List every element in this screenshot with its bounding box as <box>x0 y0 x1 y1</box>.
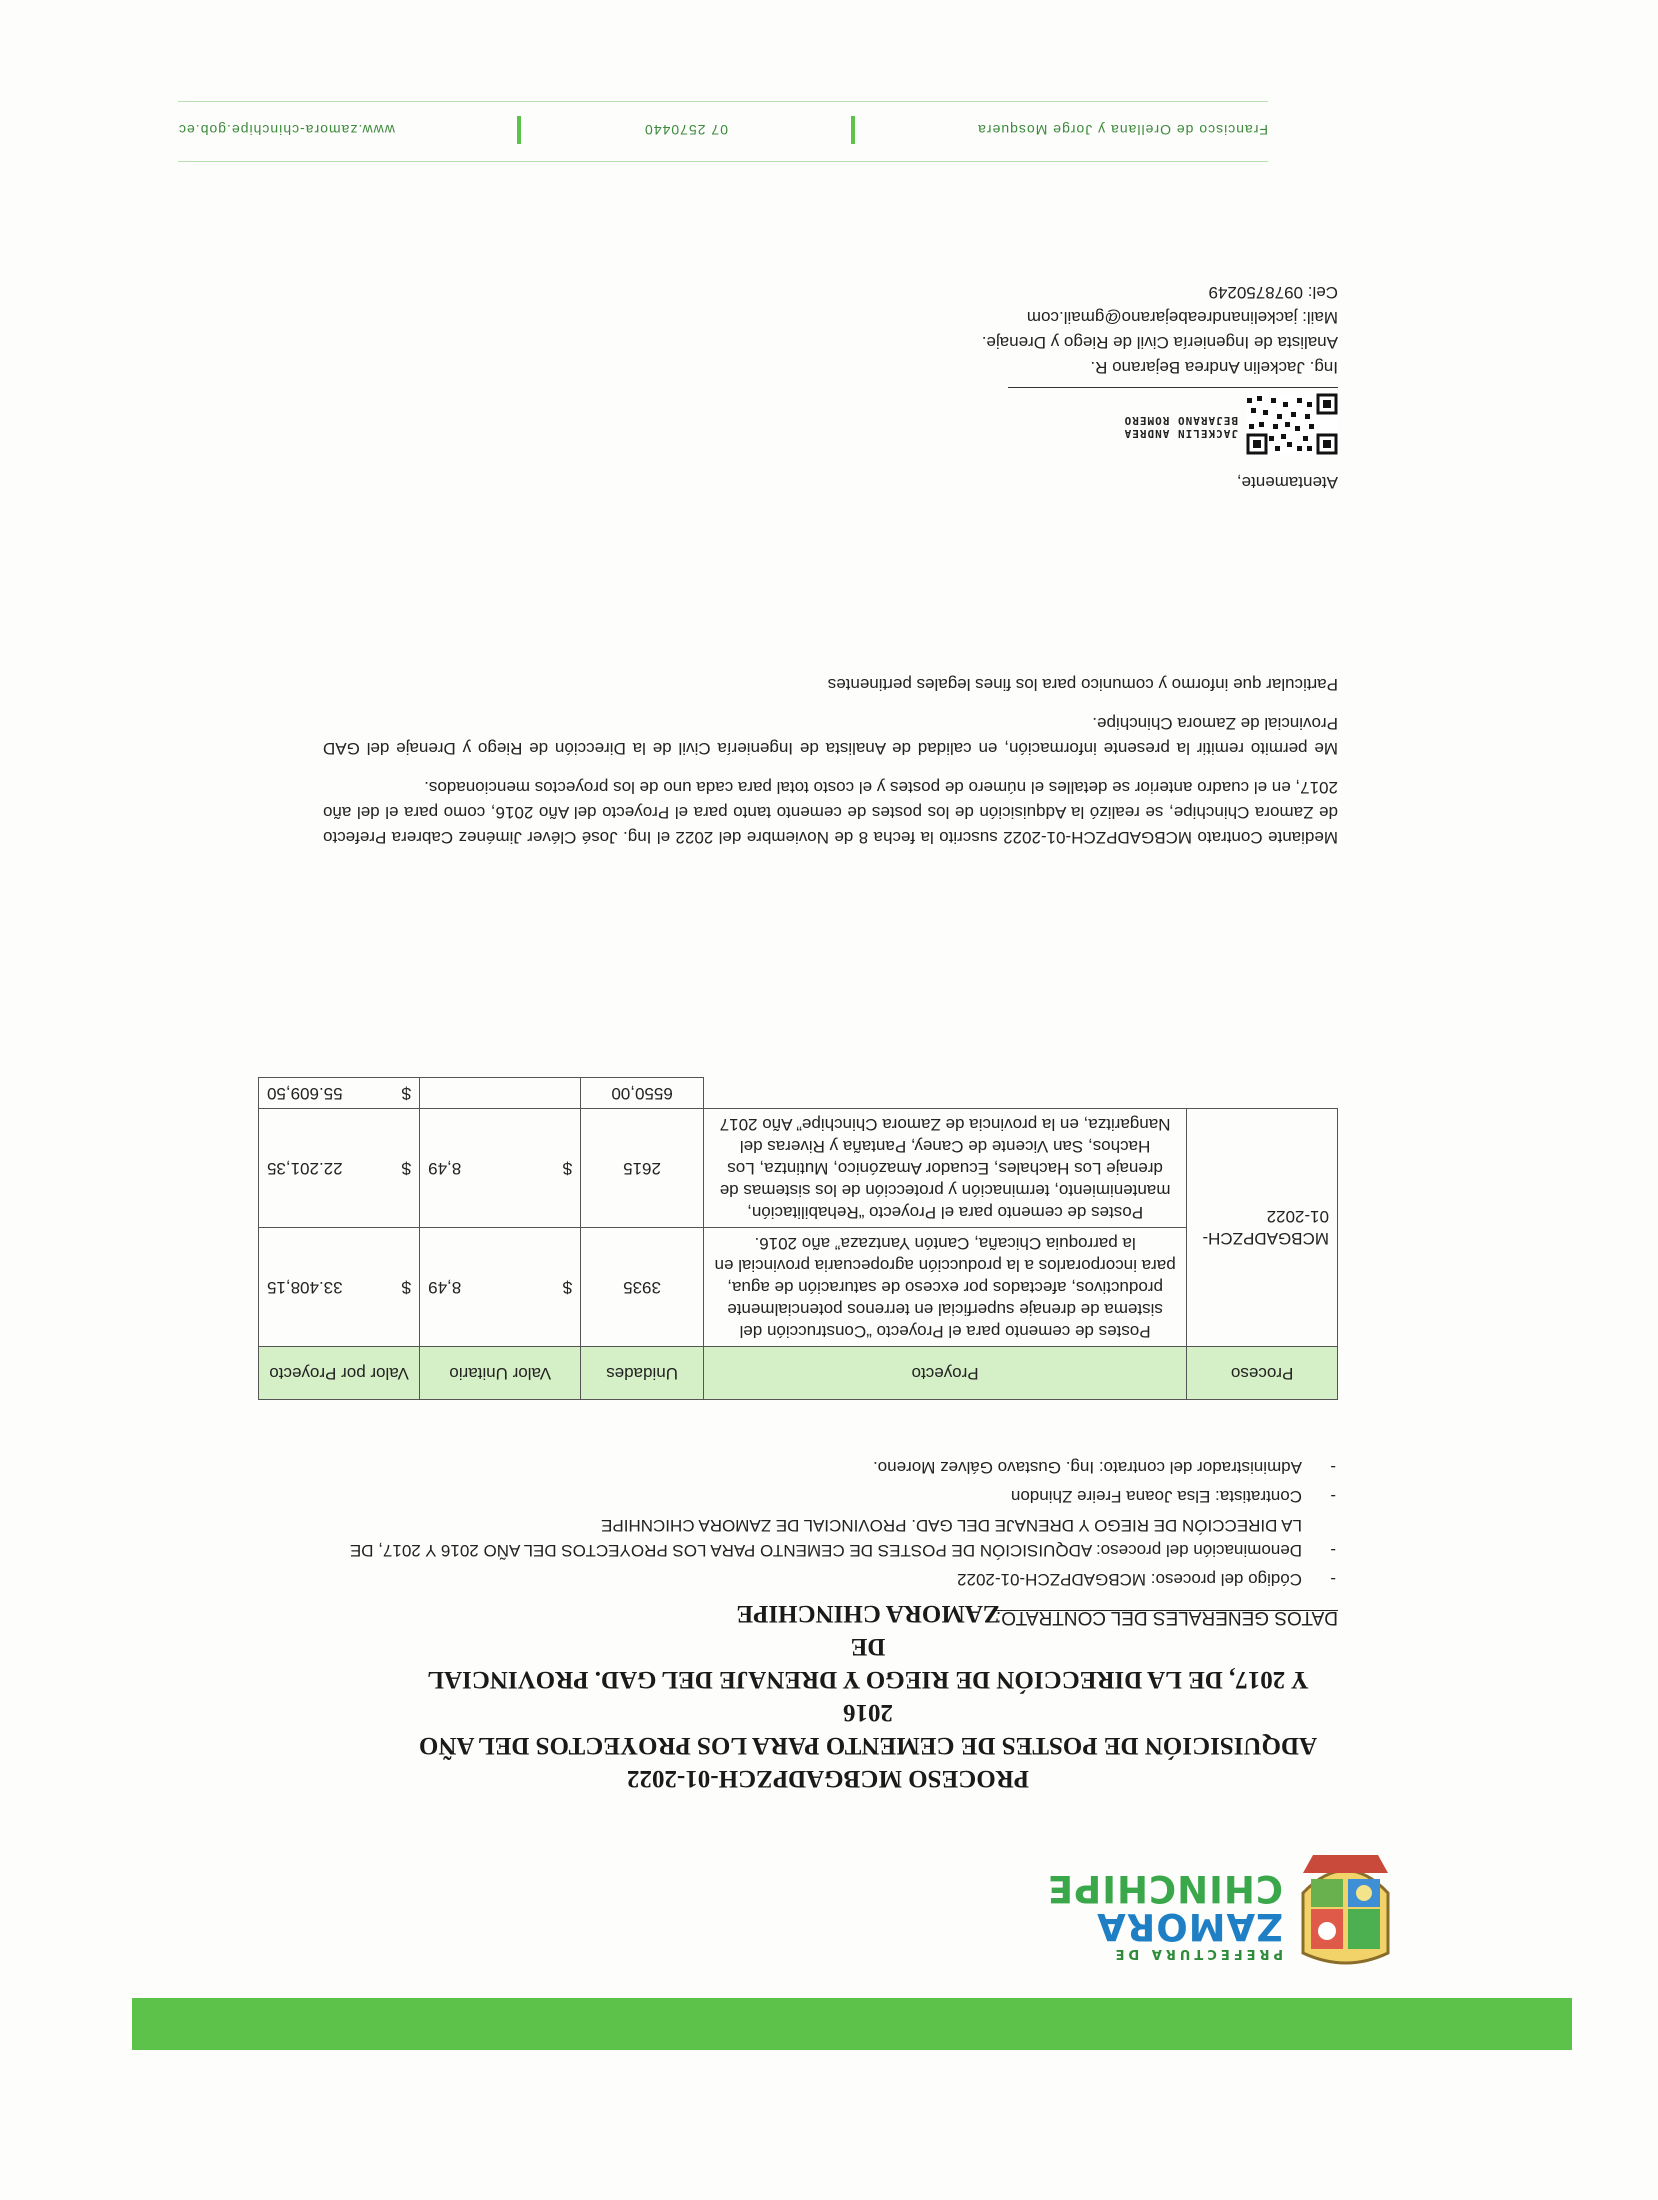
qr-signer-name <box>1124 414 1238 440</box>
total-unidades: 6550,00 <box>581 1078 704 1109</box>
datos-label: Administrador del contrato: <box>1098 1458 1302 1477</box>
title-line-2: ADQUISICIÓN DE POSTES DE CEMENTO PARA LOS PROYECTOS DEL AÑO 2016 <box>418 1699 1318 1759</box>
cell-valor-proyecto <box>259 1109 420 1228</box>
currency-symbol: $ <box>562 1159 573 1178</box>
currency-symbol: $ <box>401 1278 412 1297</box>
amount: 33.408,15 <box>267 1278 343 1297</box>
datos-item <box>338 1567 1338 1592</box>
footer-separator <box>517 116 521 144</box>
footer <box>178 116 1268 144</box>
footer-website: www.zamora-chinchipe.gob.ec <box>178 122 395 138</box>
table-row <box>259 1109 1338 1228</box>
logo-line-zamora: ZAMORA <box>1096 1905 1283 1948</box>
datos-value: Ing. Gustavo Gálvez Moreno. <box>873 1458 1095 1477</box>
qr-name-line: BEJARANO ROMERO <box>1123 414 1238 427</box>
datos-label: Contratista: <box>1215 1487 1302 1506</box>
paragraph: Particular que informo y comunico para los fines legales pertinentes <box>827 675 1338 694</box>
signer-contact <box>982 280 1338 380</box>
cell-unidades: 2615 <box>581 1109 704 1228</box>
header-valor-unitario: Valor Unitario <box>420 1347 581 1400</box>
cell-valor-proyecto <box>259 1228 420 1347</box>
footer-address: Francisco de Orellana y Jorge Mosquera <box>977 122 1268 138</box>
footer-phone: 07 2570440 <box>644 122 728 138</box>
datos-item <box>338 1484 1338 1509</box>
signer-mail: Mail: jackelinandreabejarano@gmail.com <box>1026 308 1338 327</box>
logo-line-chinchipe: CHINCHIPE <box>1046 1867 1283 1910</box>
logo-small-text: PREFECTURA DE <box>1111 1946 1283 1961</box>
qr-name-line: JACKELIN ANDREA <box>1123 427 1238 440</box>
header-valor-proyecto: Valor por Proyecto <box>259 1347 420 1400</box>
logo-wordmark <box>1046 1867 1283 1948</box>
footer-rule-top <box>178 161 1268 162</box>
body-text <box>323 658 1338 850</box>
signer-role: Analista de Ingeniería Civil de Riego y Drenaje. <box>981 333 1338 352</box>
datos-value: MCBGADPZCH-01-2022 <box>957 1570 1147 1589</box>
datos-list <box>338 1451 1338 1592</box>
title-line-4: ZAMORA CHINCHIPE <box>736 1600 1000 1627</box>
cell-valor-unitario <box>420 1228 581 1347</box>
prefectura-logo <box>1028 1848 1398 1973</box>
header-proyecto: Proyecto <box>703 1347 1186 1400</box>
footer-rule-bottom <box>178 101 1268 102</box>
header-unidades: Unidades <box>581 1347 704 1400</box>
datos-value: Elsa Joana Freire Zhindon <box>1010 1487 1211 1506</box>
total-blank-cell <box>420 1078 581 1109</box>
cell-proyecto: Postes de cemento para el Proyecto “Rehabilitación, mantenimiento, terminación y protección de los sistemas de drenaje Los Hachales, Ecuador Amazónico, Mutintza, Los Hachos, San Vicente de Caney, Pantaña y Riveras del Nangaritza, en la provincia de Zamora Chinchipe” Año 2017 <box>703 1109 1186 1228</box>
amount: 22.201,35 <box>267 1159 343 1178</box>
paragraph: Mediante Contrato MCBGADPZCH-01-2022 suscrito la fecha 8 de Noviembre del 2022 el Ing. José Cléver Jiménez Cabrera Prefecto de Zamora Chinchipe, se realizó la Adquisición de los postes de cemento tanto para el Proyecto del Año 2016, como para el del año 2017, en el cuadro anterior se detalles el número de postes y el costo total para cada uno de los proyectos mencionados. <box>323 778 1338 847</box>
title-line-3: Y 2017, DE LA DIRECCIÓN DE RIEGO Y DRENAJE DEL GAD. PROVINCIAL DE <box>427 1633 1309 1693</box>
amount: 8,49 <box>428 1159 462 1178</box>
qr-signature-icon <box>1246 393 1338 455</box>
table-row <box>259 1228 1338 1347</box>
currency-symbol: $ <box>401 1084 412 1103</box>
total-spacer <box>1187 1078 1338 1109</box>
total-spacer <box>703 1078 1186 1109</box>
cell-valor-unitario <box>420 1109 581 1228</box>
signer-cel: Cel: 0978750249 <box>1208 283 1338 302</box>
cell-proceso: MCBGADPZCH-01-2022 <box>1187 1109 1338 1347</box>
datos-item <box>338 1513 1338 1563</box>
datos-label: Código del proceso: <box>1150 1570 1302 1589</box>
amount: 8,49 <box>428 1278 462 1297</box>
header-proceso: Proceso <box>1187 1347 1338 1400</box>
title-line-1: PROCESO MCBGADPZCH-01-2022 <box>626 1765 1030 1792</box>
datos-label: Denominación del proceso: <box>1095 1541 1302 1560</box>
signer-name: Ing. Jackelin Andrea Bejarano R. <box>1090 358 1338 377</box>
total-valor <box>259 1078 420 1109</box>
cell-proyecto: Postes de cemento para el Proyecto “Construcción del sistema de drenaje superficial en terrenos potencialmente productivos, afectados por exceso de saturación de agua, para incorporarlos a la producción agropecuaria provincial en la parroquia Chicaña, Cantón Yantzaza” año 2016. <box>703 1228 1186 1347</box>
header-green-bar <box>132 1998 1572 2050</box>
signature-line <box>1008 387 1338 388</box>
amount: 55.609,50 <box>267 1084 343 1103</box>
table-total-row <box>259 1078 1338 1109</box>
process-table <box>258 1077 1338 1400</box>
closing-text: Atentamente, <box>1236 473 1338 492</box>
cell-unidades: 3935 <box>581 1228 704 1347</box>
table-header-row <box>259 1347 1338 1400</box>
coat-of-arms-icon <box>1293 1848 1398 1973</box>
datos-heading: DATOS GENERALES DEL CONTRATO: <box>995 1607 1338 1628</box>
datos-item <box>338 1455 1338 1480</box>
datos-value: ADQUISICIÓN DE POSTES DE CEMENTO PARA LOS PROYECTOS DEL AÑO 2016 Y 2017, DE LA DIRECCIÓN DE RIEGO Y DRENAJE DEL GAD. PROVINCIAL DE ZAMORA CHICNHIPE <box>349 1516 1302 1560</box>
currency-symbol: $ <box>562 1278 573 1297</box>
footer-separator <box>851 116 855 144</box>
paragraph: Me permito remitir la presente información, en calidad de Analista de Ingeniería Civil de la Dirección de Riego y Drenaje del GAD Provincial de Zamora Chinchipe. <box>323 714 1338 758</box>
currency-symbol: $ <box>401 1159 412 1178</box>
